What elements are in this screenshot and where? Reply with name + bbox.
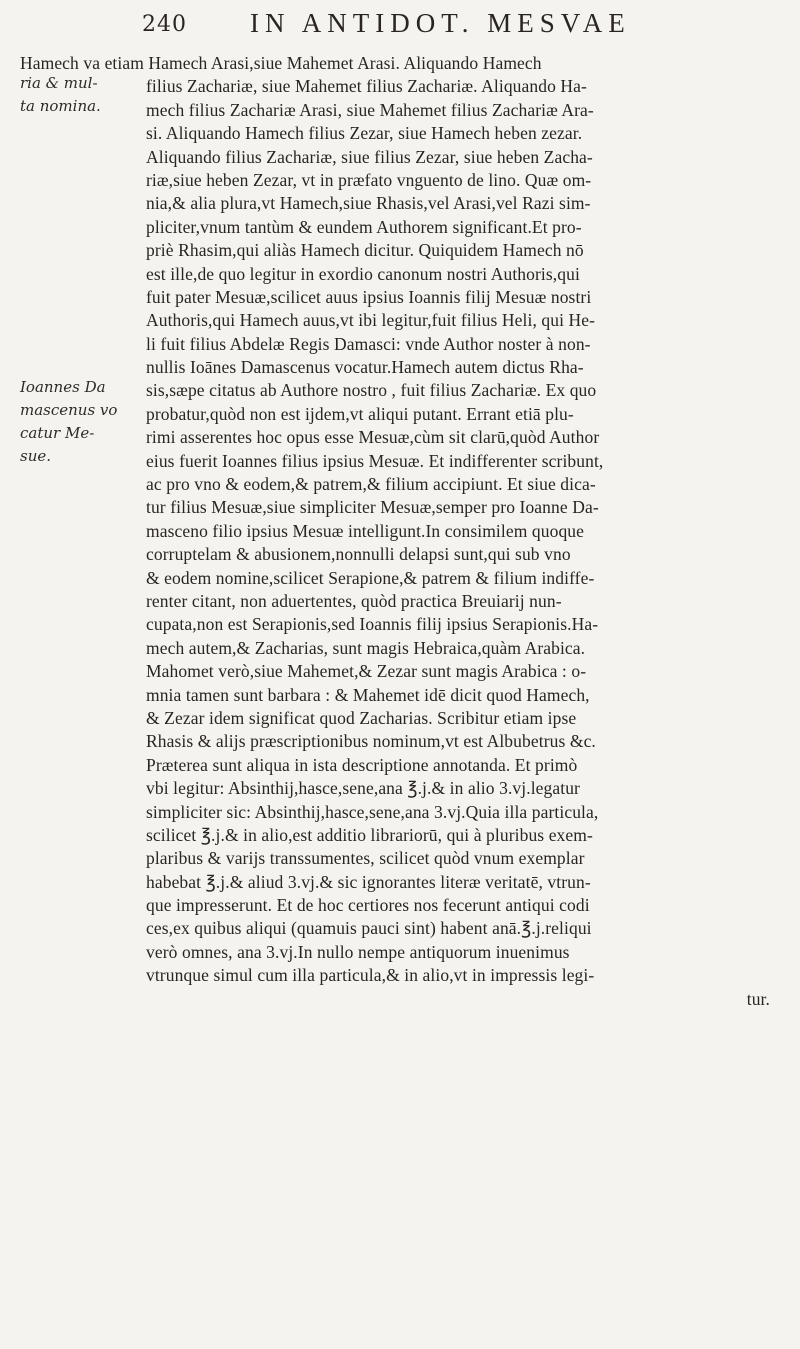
text-line: ces,ex quibus aliqui (quamuis pauci sint) habent anā.℥.j.reliqui xyxy=(146,918,592,939)
text-line: Aliquando filius Zachariæ, siue filius Zezar, siue heben Zacha- xyxy=(146,146,593,167)
text-line: plaribus & varijs transsumentes, scilicet quòd vnum exemplar xyxy=(146,848,585,869)
text-line: vbi legitur: Absinthij,hasce,sene,ana ℥.j.& in alio 3.vj.legatur xyxy=(146,778,580,799)
margin-notes xyxy=(0,0,130,1349)
text-line: mnia tamen sunt barbara : & Mahemet idē dicit quod Hamech, xyxy=(146,684,590,705)
text-line: simpliciter sic: Absinthij,hasce,sene,ana 3.vj.Quia illa particula, xyxy=(146,801,599,822)
text-line: mech autem,& Zacharias, sunt magis Hebraica,quàm Arabica. xyxy=(146,637,586,658)
text-line: riæ,siue heben Zezar, vt in præfato vnguento de lino. Quæ om- xyxy=(146,169,592,190)
page-number: 240 xyxy=(142,12,187,37)
text-line: scilicet ℥.j.& in alio,est additio librariorū, qui à pluribus exem- xyxy=(146,824,593,845)
margin-note-line: ta nomina. xyxy=(20,97,101,115)
text-line: masceno filio ipsius Mesuæ intelligunt.In consimilem quoque xyxy=(146,520,585,541)
margin-note-line: mascenus vo xyxy=(20,401,118,419)
text-line: filius Zachariæ, siue Mahemet filius Zachariæ. Aliquando Ha- xyxy=(146,76,587,97)
text-line: si. Aliquando Hamech filius Zezar, siue Hamech heben zezar. xyxy=(146,123,583,144)
text-line: priè Rhasim,qui aliàs Hamech dicitur. Quiquidem Hamech nō xyxy=(146,240,584,261)
margin-note-line: sue. xyxy=(20,447,52,465)
text-line: cupata,non est Serapionis,sed Ioannis filij ipsius Serapionis.Ha- xyxy=(146,614,599,635)
text-line: & Zezar idem significat quod Zacharias. Scribitur etiam ipse xyxy=(146,707,577,728)
text-line: habebat ℥.j.& aliud 3.vj.& sic ignorantes literæ veritatē, vtrun- xyxy=(146,871,591,892)
text-line: sis,sæpe citatus ab Authore nostro , fuit filius Zachariæ. Ex quo xyxy=(146,380,597,401)
text-line: Authoris,qui Hamech auus,vt ibi legitur,fuit filius Heli, qui He- xyxy=(146,310,596,331)
text-line: eius fuerit Ioannes filius ipsius Mesuæ. Et indifferenter scribunt, xyxy=(146,450,604,471)
text-line: est ille,de quo legitur in exordio canonum nostri Authoris,qui xyxy=(146,263,580,284)
text-line: Rhasis & alijs præscriptionibus nominum,vt est Albubetrus &c. xyxy=(146,731,596,752)
text-line: vtrunque simul cum illa particula,& in alio,vt in impressis legi- xyxy=(146,965,595,986)
text-line: mech filius Zachariæ Arasi, siue Mahemet filius Zachariæ Ara- xyxy=(146,99,594,120)
text-line: rimi asserentes hoc opus esse Mesuæ,cùm sit clarū,quòd Author xyxy=(146,427,600,448)
text-line: & eodem nomine,scilicet Serapione,& patrem & filium indiffe- xyxy=(146,567,595,588)
text-line: pliciter,vnum tantùm & eundem Authorem significant.Et pro- xyxy=(146,216,582,237)
text-line: nullis Ioānes Damascenus vocatur.Hamech autem dictus Rha- xyxy=(146,357,584,378)
text-line: Mahomet verò,siue Mahemet,& Zezar sunt magis Arabica : o- xyxy=(146,661,587,682)
text-line: ac pro vno & eodem,& patrem,& filium accipiunt. Et siue dica- xyxy=(146,474,596,495)
text-line: renter citant, non aduertentes, quòd practica Breuiarij nun- xyxy=(146,590,562,611)
text-line: li fuit filius Abdelæ Regis Damasci: vnde Author noster à non- xyxy=(146,333,591,354)
margin-note-ioannes xyxy=(20,376,117,468)
running-title: IN ANTIDOT. MESVAE xyxy=(250,8,631,38)
margin-note-line: ria & mul- xyxy=(20,74,98,92)
text-line: Hamech va etiam Hamech Arasi,siue Mahemet Arasi. Aliquando Hamech xyxy=(20,53,542,73)
text-line: tur filius Mesuæ,siue simpliciter Mesuæ,semper pro Ioanne Da- xyxy=(146,497,599,518)
text-line: corruptelam & abusionem,nonnulli delapsi sunt,qui sub vno xyxy=(146,544,571,565)
margin-note-line: catur Me- xyxy=(20,424,95,442)
text-line: nia,& alia plura,vt Hamech,siue Rhasis,vel Arasi,vel Razi sim- xyxy=(146,193,591,214)
text-line: probatur,quòd non est ijdem,vt aliqui putant. Errant etiā plu- xyxy=(146,403,574,424)
text-line: tur. xyxy=(746,988,770,1009)
text-line: Præterea sunt aliqua in ista descriptione annotanda. Et primò xyxy=(146,754,578,775)
text-line: que impresserunt. Et de hoc certiores nos fecerunt antiqui codi xyxy=(146,895,590,916)
text-line: fuit pater Mesuæ,scilicet auus ipsius Ioannis filij Mesuæ nostri xyxy=(146,286,592,307)
margin-note-line: Ioannes Da xyxy=(20,378,106,396)
text-line: verò omnes, ana 3.vj.In nullo nempe antiquorum inuenimus xyxy=(146,941,570,962)
